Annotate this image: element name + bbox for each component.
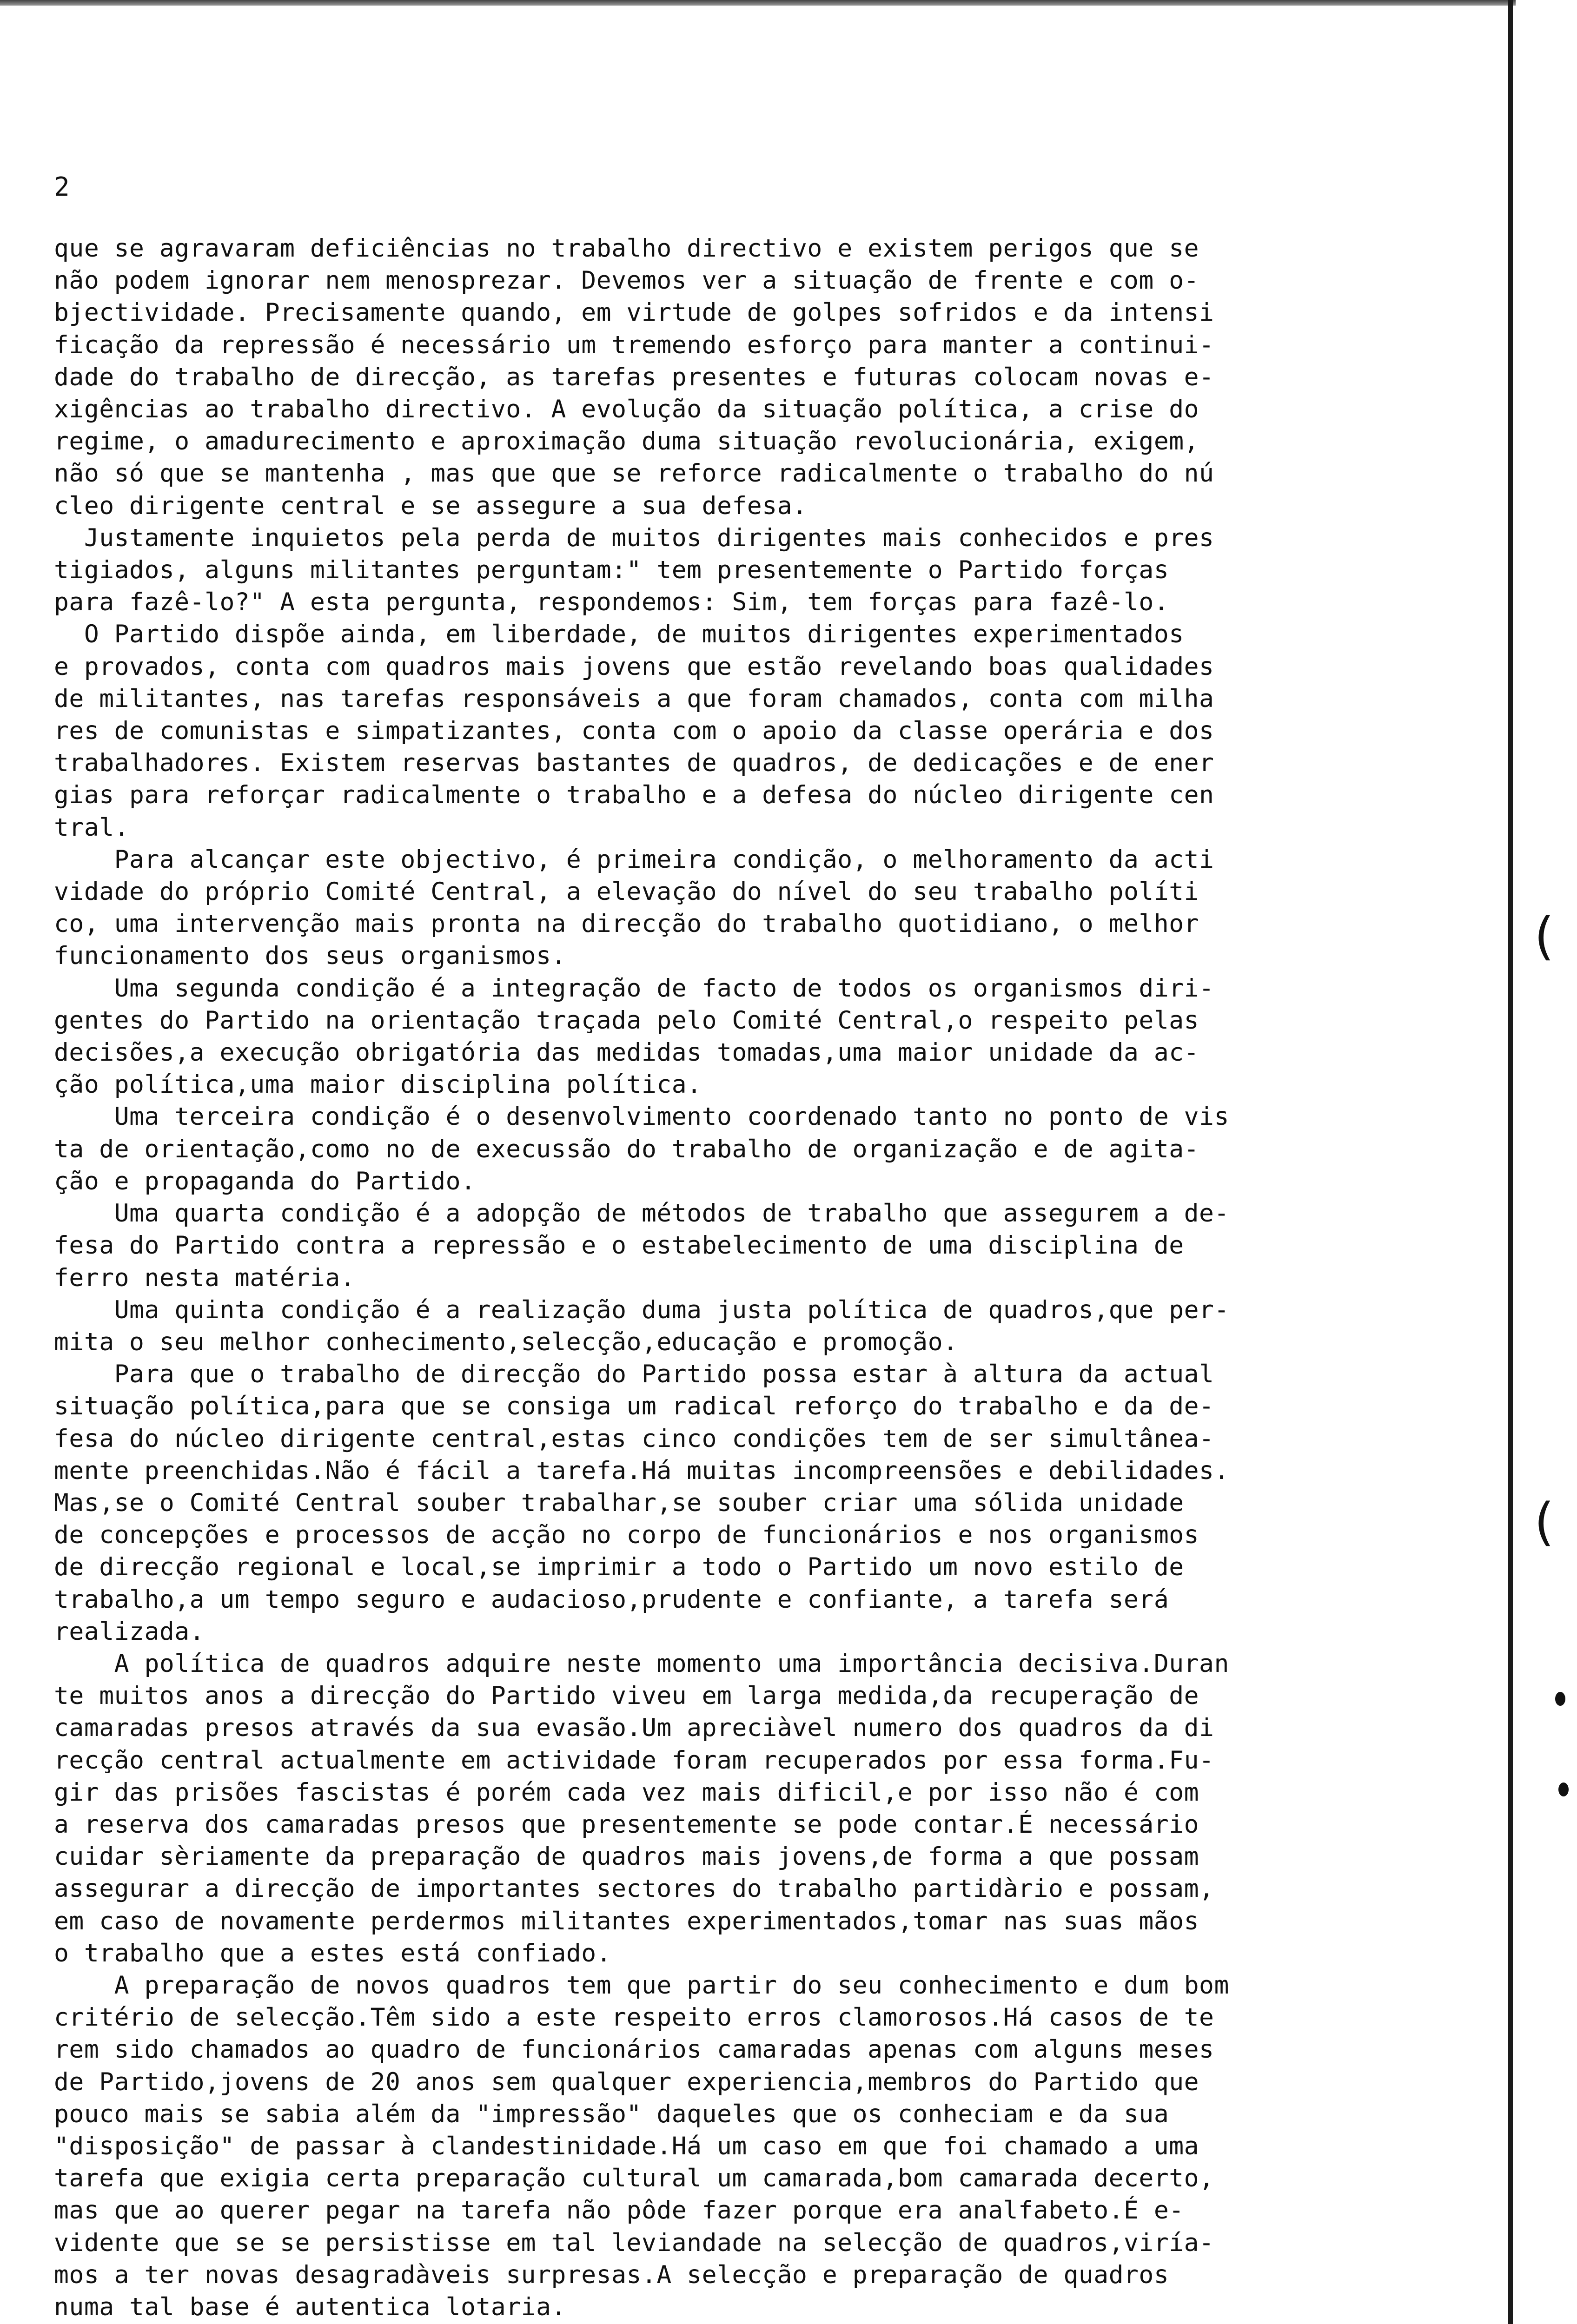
text-line: mas que ao querer pegar na tarefa não pôde fazer porque era analfabeto.É e- xyxy=(54,2196,1184,2225)
text-line: Para que o trabalho de direcção do Partido possa estar à altura da actual xyxy=(54,1360,1214,1389)
text-line: Uma quinta condição é a realização duma justa política de quadros,que per- xyxy=(54,1295,1229,1324)
text-line: situação política,para que se consiga um radical reforço do trabalho e da de- xyxy=(54,1392,1214,1421)
text-line: bjectividade. Precisamente quando, em virtude de golpes sofridos e da intensi xyxy=(54,298,1214,327)
text-line: Para alcançar este objectivo, é primeira condição, o melhoramento da acti xyxy=(54,845,1214,874)
text-line: gentes do Partido na orientação traçada pelo Comité Central,o respeito pelas xyxy=(54,1006,1199,1035)
text-line: mente preenchidas.Não é fácil a tarefa.Há muitas incompreensões e debilidades. xyxy=(54,1456,1229,1485)
text-line: de Partido,jovens de 20 anos sem qualquer experiencia,membros do Partido que xyxy=(54,2067,1199,2096)
text-line: dade do trabalho de direcção, as tarefas presentes e futuras colocam novas e- xyxy=(54,363,1214,391)
text-line: "disposição" de passar à clandestinidade.Há um caso em que foi chamado a uma xyxy=(54,2132,1199,2160)
text-line: ferro nesta matéria. xyxy=(54,1263,356,1292)
text-line: numa tal base é autentica lotaria. xyxy=(54,2293,566,2321)
text-line: Uma quarta condição é a adopção de métodos de trabalho que assegurem a de- xyxy=(54,1199,1229,1228)
text-line: vidente que se se persistisse em tal leviandade na selecção de quadros,viría- xyxy=(54,2228,1214,2257)
text-line: trabalhadores. Existem reservas bastantes de quadros, de dedicações e de ener xyxy=(54,749,1214,778)
text-line: xigências ao trabalho directivo. A evolução da situação política, a crise do xyxy=(54,395,1199,424)
text-line: ção e propaganda do Partido. xyxy=(54,1167,476,1195)
text-line: para fazê-lo?" A esta pergunta, respondemos: Sim, tem forças para fazê-lo. xyxy=(54,588,1169,617)
text-line: A política de quadros adquire neste momento uma importância decisiva.Duran xyxy=(54,1649,1229,1678)
text-line: o trabalho que a estes está confiado. xyxy=(54,1939,612,1967)
text-line: ficação da repressão é necessário um tremendo esforço para manter a continui- xyxy=(54,330,1214,359)
top-edge-rule xyxy=(0,0,1516,6)
text-line: Uma terceira condição é o desenvolvimento coordenado tanto no ponto de vis xyxy=(54,1103,1229,1131)
text-line: tigiados, alguns militantes perguntam:" tem presentemente o Partido forças xyxy=(54,556,1169,585)
text-line: e provados, conta com quadros mais jovens que estão revelando boas qualidades xyxy=(54,652,1214,681)
text-line: te muitos anos a direcção do Partido viveu em larga medida,da recuperação de xyxy=(54,1682,1199,1710)
text-line: critério de selecção.Têm sido a este respeito erros clamorosos.Há casos de te xyxy=(54,2003,1214,2032)
text-line: mos a ter novas desagradàveis surpresas.A selecção e preparação de quadros xyxy=(54,2260,1169,2289)
binder-hole-mark: ( xyxy=(1534,906,1554,966)
text-line: tral. xyxy=(54,813,130,842)
text-line: gias para reforçar radicalmente o trabalho e a defesa do núcleo dirigente cen xyxy=(54,781,1214,810)
text-line: não podem ignorar nem menosprezar. Devemos ver a situação de frente e com o- xyxy=(54,266,1199,295)
text-line: Mas,se o Comité Central souber trabalhar,se souber criar uma sólida unidade xyxy=(54,1488,1184,1517)
text-line: O Partido dispõe ainda, em liberdade, de muitos dirigentes experimentados xyxy=(54,620,1184,649)
binder-hole-mark: ( xyxy=(1534,1492,1554,1552)
margin-dot xyxy=(1558,1783,1569,1796)
text-line: fesa do Partido contra a repressão e o estabelecimento de uma disciplina de xyxy=(54,1231,1184,1260)
text-line: de concepções e processos de acção no corpo de funcionários e nos organismos xyxy=(54,1521,1199,1550)
text-line: não só que se mantenha , mas que que se reforce radicalmente o trabalho do nú xyxy=(54,459,1214,488)
text-line: vidade do próprio Comité Central, a elevação do nível do seu trabalho políti xyxy=(54,878,1199,906)
text-line: ta de orientação,como no de execussão do trabalho de organização e de agita- xyxy=(54,1135,1199,1163)
text-line: mita o seu melhor conhecimento,selecção,educação e promoção. xyxy=(54,1327,958,1356)
text-line: cuidar sèriamente da preparação de quadros mais jovens,de forma a que possam xyxy=(54,1842,1199,1871)
text-line: fesa do núcleo dirigente central,estas cinco condições tem de ser simultânea- xyxy=(54,1424,1214,1453)
text-line: gir das prisões fascistas é porém cada vez mais dificil,e por isso não é com xyxy=(54,1778,1199,1807)
text-line: a reserva dos camaradas presos que presentemente se pode contar.É necessário xyxy=(54,1810,1199,1839)
text-line: rem sido chamados ao quadro de funcionários camaradas apenas com alguns meses xyxy=(54,2035,1214,2064)
text-line: pouco mais se sabia além da "impressão" daqueles que os conheciam e da sua xyxy=(54,2100,1169,2128)
text-line: funcionamento dos seus organismos. xyxy=(54,942,566,971)
text-line: A preparação de novos quadros tem que partir do seu conhecimento e dum bom xyxy=(54,1971,1229,2000)
text-line: realizada. xyxy=(54,1617,205,1646)
text-line: de militantes, nas tarefas responsáveis a que foram chamados, conta com milha xyxy=(54,684,1214,713)
margin-dot xyxy=(1555,1692,1565,1706)
typewritten-body xyxy=(54,232,1509,2323)
text-line: Justamente inquietos pela perda de muitos dirigentes mais conhecidos e pres xyxy=(54,523,1214,552)
text-line: ção política,uma maior disciplina política. xyxy=(54,1070,702,1099)
text-line: camaradas presos através da sua evasão.Um apreciàvel numero dos quadros da di xyxy=(54,1714,1214,1743)
page-number: 2 xyxy=(54,172,70,202)
text-line: cleo dirigente central e se assegure a sua defesa. xyxy=(54,491,808,520)
text-line: em caso de novamente perdermos militantes experimentados,tomar nas suas mãos xyxy=(54,1907,1199,1935)
text-line: regime, o amadurecimento e aproximação duma situação revolucionária, exigem, xyxy=(54,427,1199,456)
text-line: que se agravaram deficiências no trabalho directivo e existem perigos que se xyxy=(54,234,1199,263)
text-line: decisões,a execução obrigatória das medidas tomadas,uma maior unidade da ac- xyxy=(54,1038,1199,1067)
text-line: tarefa que exigia certa preparação cultural um camarada,bom camarada decerto, xyxy=(54,2164,1214,2193)
text-line: trabalho,a um tempo seguro e audacioso,prudente e confiante, a tarefa será xyxy=(54,1585,1169,1614)
text-line: recção central actualmente em actividade foram recuperados por essa forma.Fu- xyxy=(54,1746,1214,1775)
text-line: res de comunistas e simpatizantes, conta com o apoio da classe operária e dos xyxy=(54,717,1214,746)
text-line: de direcção regional e local,se imprimir a todo o Partido um novo estilo de xyxy=(54,1553,1184,1582)
text-line: co, uma intervenção mais pronta na direcção do trabalho quotidiano, o melhor xyxy=(54,910,1199,938)
text-line: assegurar a direcção de importantes sectores do trabalho partidàrio e possam, xyxy=(54,1875,1214,1903)
text-line: Uma segunda condição é a integração de facto de todos os organismos diri- xyxy=(54,974,1214,1003)
